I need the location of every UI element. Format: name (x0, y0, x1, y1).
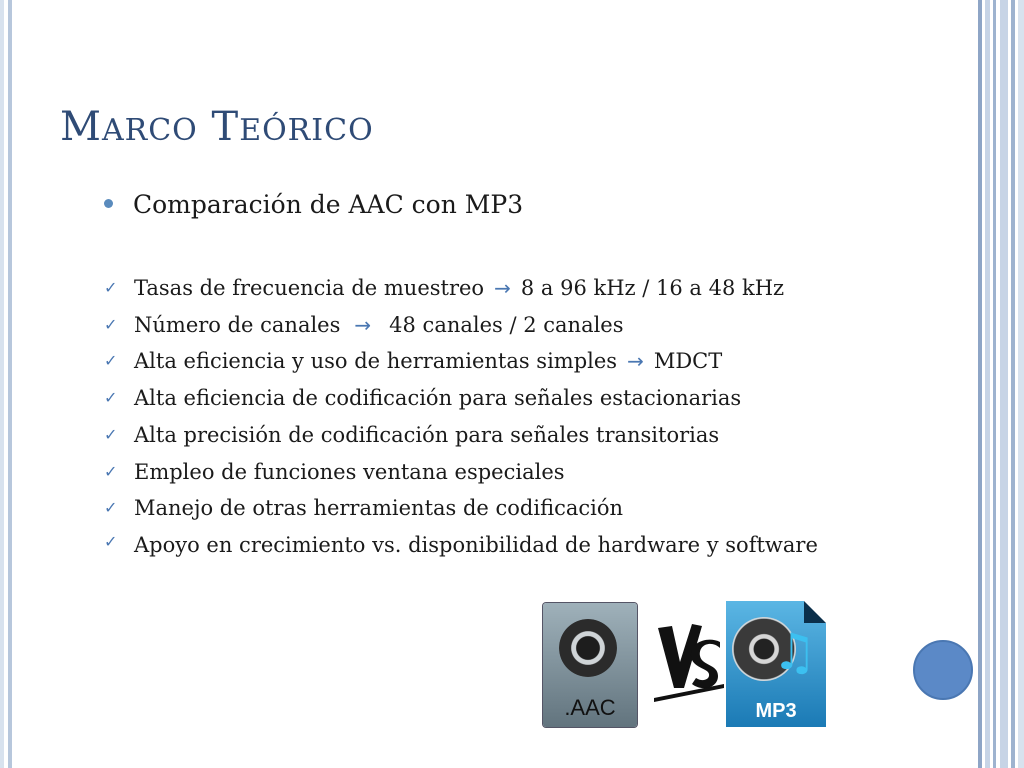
list-item (104, 454, 834, 491)
speaker-icon (559, 619, 617, 677)
list-item-text: Alta eficiencia y uso de herramientas simples (134, 349, 618, 374)
right-stripe (985, 0, 990, 768)
bullet-dot-icon (104, 199, 113, 208)
list-item (104, 307, 834, 344)
decorative-circle (913, 640, 973, 700)
list-item-value: 48 canales / 2 canales (389, 312, 624, 337)
list-item (104, 380, 834, 417)
title-initial: M (60, 104, 102, 150)
main-bullet (104, 190, 523, 219)
list-item-text: Apoyo en crecimiento vs. disponibilidad de hardware y software (134, 532, 818, 557)
vs-icon (654, 618, 724, 702)
list-item-text: Número de canales (134, 312, 341, 337)
arrow-right-icon: → (627, 349, 644, 374)
list-item-value: MDCT (653, 349, 723, 374)
check-icon: ✓ (104, 498, 118, 518)
check-icon: ✓ (104, 351, 118, 371)
right-stripe (978, 0, 982, 768)
left-border-stripe (0, 0, 4, 768)
title-initial: T (211, 104, 240, 150)
mp3-file-icon (726, 601, 826, 727)
list-item-text: Alta eficiencia de codificación para señales estacionarias (134, 386, 742, 411)
title-rest: EÓRICO (239, 113, 374, 148)
music-note-icon: ♫ (772, 623, 817, 681)
list-item-text: Manejo de otras herramientas de codificación (134, 496, 624, 521)
check-icon: ✓ (104, 314, 118, 334)
main-bullet-text: Comparación de AAC con MP3 (133, 190, 524, 219)
list-item (104, 527, 834, 560)
list-item-value: 8 a 96 kHz / 16 a 48 kHz (520, 276, 785, 300)
right-stripe (993, 0, 996, 768)
arrow-right-icon: → (354, 312, 372, 337)
list-item (104, 490, 834, 527)
list-item-text: Tasas de frecuencia de muestreo (134, 276, 485, 300)
list-item (104, 417, 834, 454)
check-icon: ✓ (104, 388, 118, 408)
right-stripe (1011, 0, 1015, 768)
aac-file-icon (543, 603, 637, 727)
check-icon: ✓ (104, 278, 118, 297)
check-icon: ✓ (104, 461, 118, 481)
aac-label: .AAC (564, 695, 616, 720)
list-item (104, 343, 834, 380)
list-item (104, 270, 834, 307)
title-rest: ARCO (101, 113, 198, 148)
slide-title (60, 104, 374, 150)
mp3-label: MP3 (755, 700, 797, 722)
list-item-text: Empleo de funciones ventana especiales (134, 459, 565, 484)
right-stripe (1000, 0, 1008, 768)
right-stripe (1018, 0, 1024, 768)
check-icon: ✓ (104, 424, 118, 444)
list-item-text: Alta precisión de codificación para señales transitorias (134, 422, 720, 447)
left-border-stripe-inner (8, 0, 12, 768)
check-icon: ✓ (104, 531, 118, 551)
page-fold (804, 601, 826, 623)
arrow-right-icon: → (494, 276, 511, 300)
checklist (104, 270, 834, 560)
